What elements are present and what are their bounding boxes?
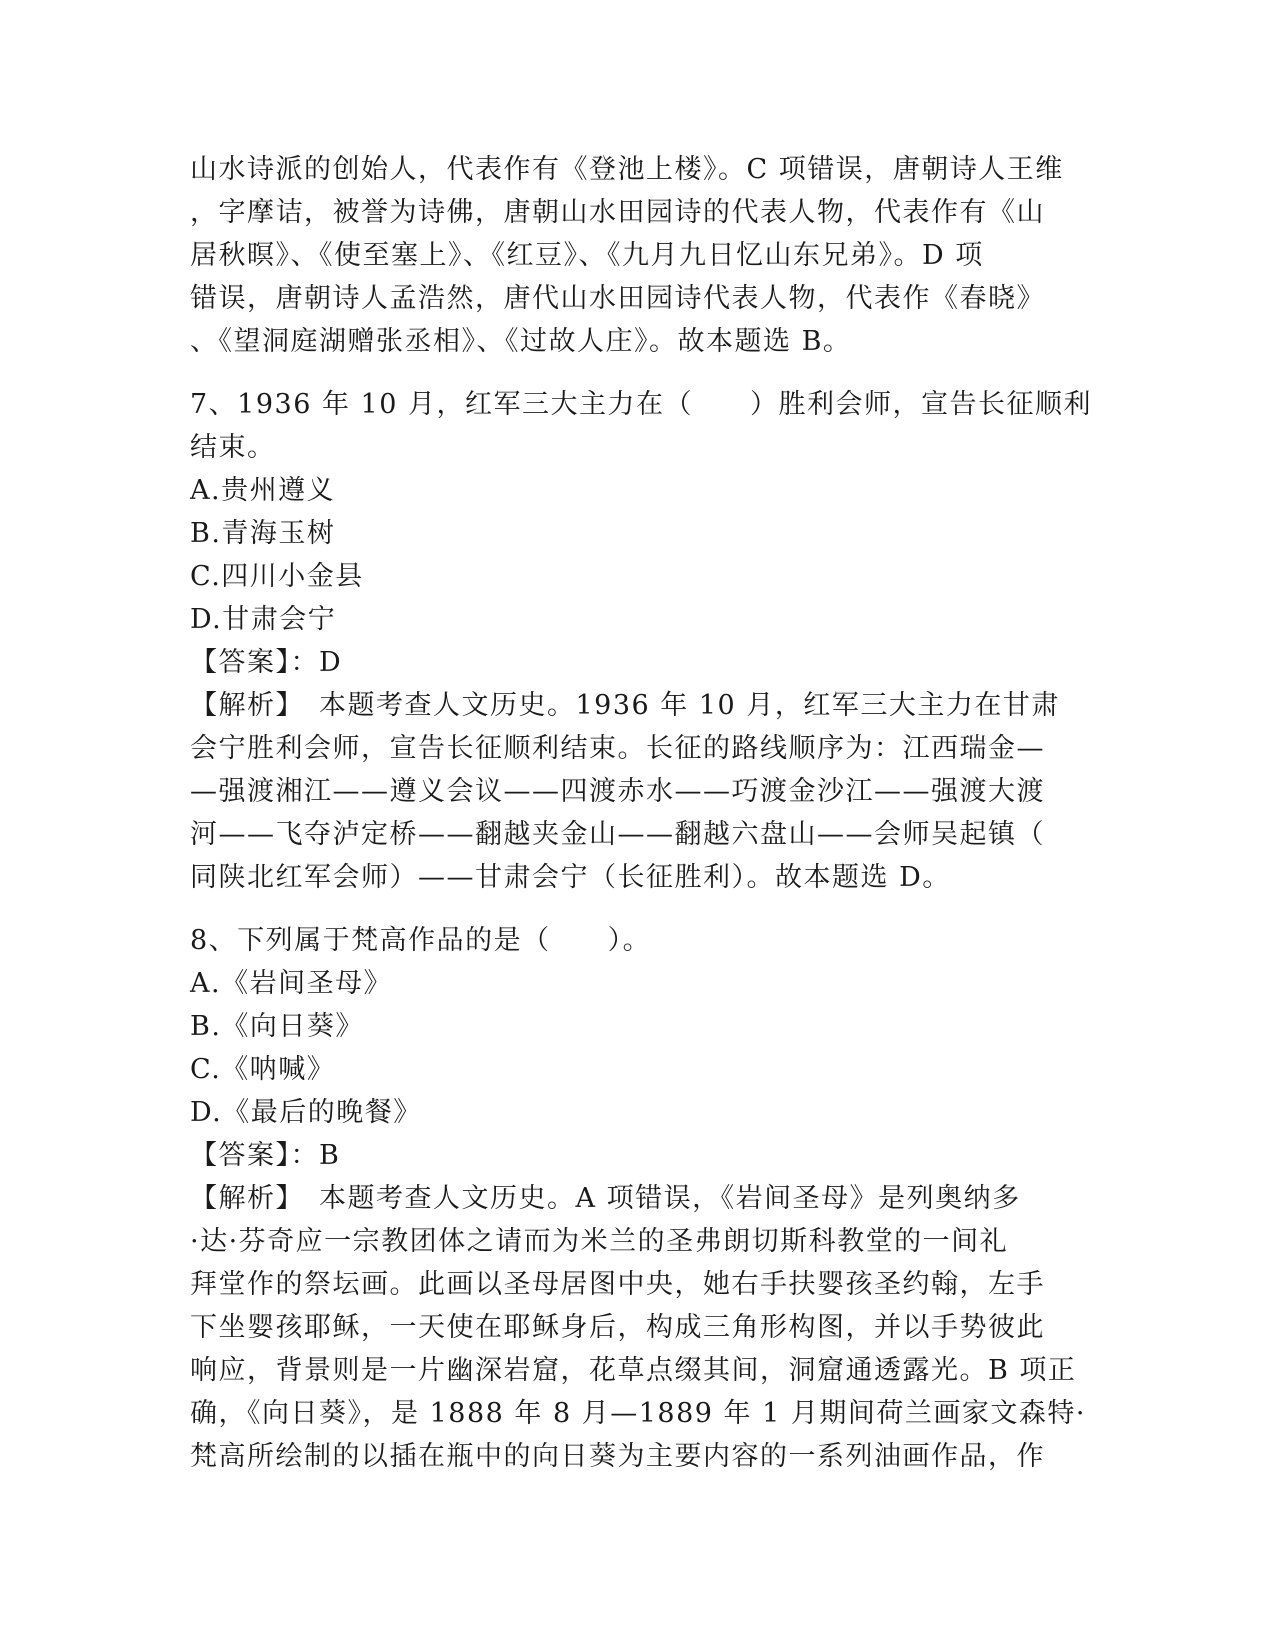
explanation-line: 【解析】 本题考查人文历史。A 项错误，《岩间圣母》是列奥纳多: [190, 1183, 1021, 1214]
previous-explanation: [190, 148, 1090, 363]
page-content: [190, 148, 1090, 1478]
explanation-line: ，字摩诘，被誉为诗佛，唐朝山水田园诗的代表人物，代表作有《山: [190, 197, 1045, 228]
explanation-line: —强渡湘江——遵义会议——四渡赤水——巧渡金沙江——强渡大渡: [190, 776, 1045, 807]
question-text: 结束。: [190, 432, 276, 463]
explanation-line: 响应，背景则是一片幽深岩窟，花草点缀其间，洞窟通透露光。B 项正: [190, 1355, 1077, 1386]
explanation-line: 山水诗派的创始人，代表作有《登池上楼》。C 项错误，唐朝诗人王维: [190, 154, 1064, 185]
explanation-line: 下坐婴孩耶稣，一天使在耶稣身后，构成三角形构图，并以手势彼此: [190, 1312, 1045, 1343]
option-a: A.《岩间圣母》: [190, 968, 393, 999]
option-c: C.《呐喊》: [190, 1054, 336, 1085]
option-b: B.《向日葵》: [190, 1011, 364, 1042]
question-7: [190, 383, 1090, 899]
option-d: D.甘肃会宁: [190, 604, 337, 635]
explanation-line: 拜堂作的祭坛画。此画以圣母居图中央，她右手扶婴孩圣约翰，左手: [190, 1269, 1045, 1300]
explanation-line: 、《望洞庭湖赠张丞相》、《过故人庄》。故本题选 B。: [190, 326, 852, 357]
explanation-line: 河——飞夺泸定桥——翻越夹金山——翻越六盘山——会师吴起镇（: [190, 819, 1045, 850]
explanation-line: 【解析】 本题考查人文历史。1936 年 10 月，红军三大主力在甘肃: [190, 690, 1060, 721]
question-8: [190, 919, 1090, 1478]
explanation-line: 错误，唐朝诗人孟浩然，唐代山水田园诗代表人物，代表作《春晓》: [190, 283, 1045, 314]
option-a: A.贵州遵义: [190, 475, 336, 506]
option-b: B.青海玉树: [190, 518, 336, 549]
answer: 【答案】：B: [190, 1140, 341, 1171]
explanation-line: ·达·芬奇应一宗教团体之请而为米兰的圣弗朗切斯科教堂的一间礼: [190, 1226, 1009, 1257]
answer: 【答案】：D: [190, 647, 343, 678]
explanation-line: 会宁胜利会师，宣告长征顺利结束。长征的路线顺序为：江西瑞金—: [190, 733, 1045, 764]
explanation-line: 梵高所绘制的以插在瓶中的向日葵为主要内容的一系列油画作品，作: [190, 1441, 1045, 1472]
explanation-line: 居秋暝》、《使至塞上》、《红豆》、《九月九日忆山东兄弟》。D 项: [190, 240, 984, 271]
option-d: D.《最后的晚餐》: [190, 1097, 422, 1128]
explanation-line: 确，《向日葵》，是 1888 年 8 月—1889 年 1 月期间荷兰画家文森特·: [190, 1398, 1086, 1429]
explanation-line: 同陕北红军会师）——甘肃会宁（长征胜利）。故本题选 D。: [190, 862, 951, 893]
question-text: 7、1936 年 10 月，红军三大主力在（ ）胜利会师，宣告长征顺利: [190, 389, 1092, 420]
question-text: 8、下列属于梵高作品的是（ ）。: [190, 925, 652, 956]
option-c: C.四川小金县: [190, 561, 364, 592]
